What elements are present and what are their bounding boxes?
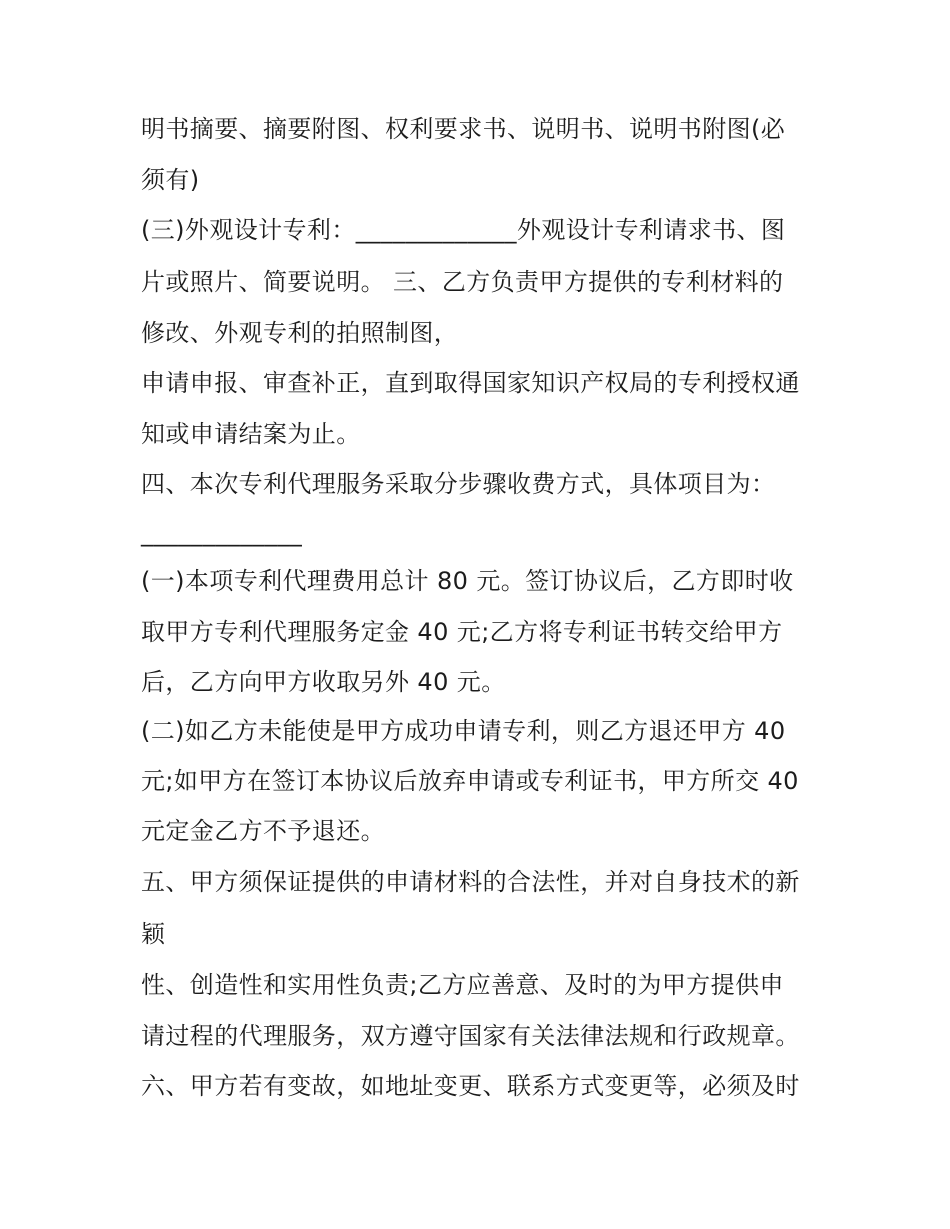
text-line-9-blank: _____________ [141, 519, 303, 547]
text-line-6: 申请申报、审查补正，直到取得国家知识产权局的专利授权通 [141, 369, 800, 397]
text-line-19: 请过程的代理服务，双方遵守国家有关法律法规和行政规章。 [141, 1022, 800, 1050]
text-line-10: (一)本项专利代理费用总计 80 元。签订协议后，乙方即时收 [141, 567, 794, 595]
text-line-18: 性、创造性和实用性负责;乙方应善意、及时的为甲方提供申 [141, 971, 784, 999]
text-line-15: 元定金乙方不予退还。 [141, 817, 385, 845]
text-line-13: (二)如乙方未能使是甲方成功申请专利，则乙方退还甲方 40 [141, 717, 786, 745]
text-line-4: 片或照片、简要说明。 三、乙方负责甲方提供的专利材料的 [141, 268, 784, 296]
text-line-7: 知或申请结案为止。 [141, 420, 361, 448]
text-line-14: 元;如甲方在签订本协议后放弃申请或专利证书，甲方所交 40 [141, 767, 799, 795]
text-line-3: (三)外观设计专利：_____________外观设计专利请求书、图 [141, 216, 786, 244]
text-line-1: 明书摘要、摘要附图、权利要求书、说明书、说明书附图(必 [141, 115, 786, 143]
text-line-16: 五、甲方须保证提供的申请材料的合法性，并对自身技术的新 [141, 868, 800, 896]
text-line-2: 须有) [141, 166, 200, 194]
text-line-11: 取甲方专利代理服务定金 40 元;乙方将专利证书转交给甲方 [141, 618, 783, 646]
text-line-17: 颖 [141, 920, 166, 948]
text-line-8: 四、本次专利代理服务采取分步骤收费方式，具体项目为： [141, 470, 776, 498]
text-line-20: 六、甲方若有变故，如地址变更、联系方式变更等，必须及时 [141, 1072, 800, 1100]
text-line-12: 后，乙方向甲方收取另外 40 元。 [141, 668, 506, 696]
text-line-5: 修改、外观专利的拍照制图， [141, 319, 459, 347]
